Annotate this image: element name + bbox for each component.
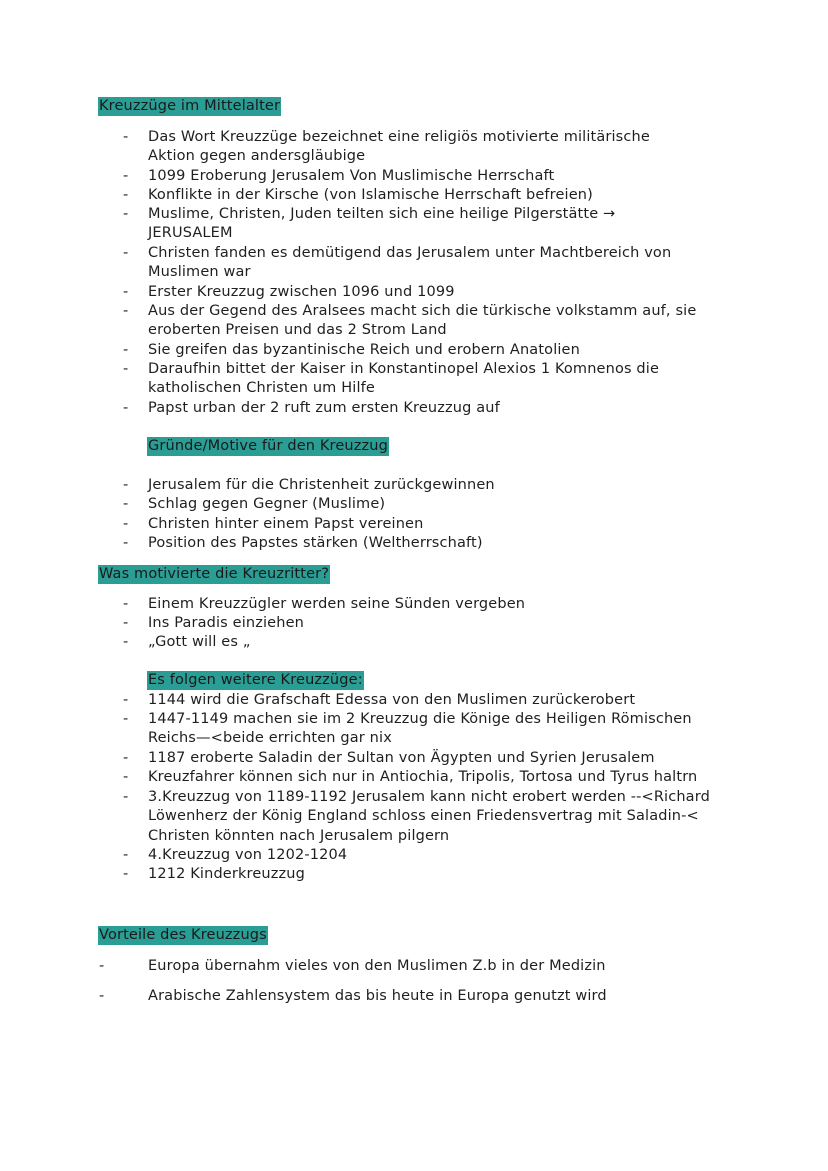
bullet-dash: - [123,284,129,300]
bullet-dash: - [123,400,129,416]
item-line: 4.Kreuzzug von 1202-1204 [148,847,348,863]
item-line: Christen hinter einem Papst vereinen [148,516,424,532]
bullet-dash: - [123,535,129,551]
bullet-dash: - [123,206,129,222]
bullet-dash: - [123,789,129,805]
item-line: Einem Kreuzzügler werden seine Sünden vergeben [148,596,526,612]
item-line: Muslime, Christen, Juden teilten sich eine heilige Pilgerstätte → [148,206,616,222]
bullet-dash: - [123,866,129,882]
item-line: Sie greifen das byzantinische Reich und erobern Anatolien [148,342,580,358]
item-line: 3.Kreuzzug von 1189-1192 Jerusalem kann nicht erobert werden --<Richard [148,789,710,805]
item-line: Aktion gegen andersgläubige [148,148,366,165]
item-line: katholischen Christen um Hilfe [148,380,375,397]
item-line: Arabische Zahlensystem das bis heute in Europa genutzt wird [148,988,607,1004]
bullet-dash: - [123,750,129,766]
bullet-dash: - [123,711,129,727]
item-line: Position des Papstes stärken (Weltherrschaft) [148,535,483,551]
bullet-dash: - [123,596,129,612]
item-line: Erster Kreuzzug zwischen 1096 und 1099 [148,284,455,300]
bullet-dash: - [123,516,129,532]
bullet-dash: - [123,847,129,863]
item-line: Konflikte in der Kirsche (von Islamische Herrschaft befreien) [148,187,593,203]
item-line: eroberten Preisen und das 2 Strom Land [148,322,447,339]
heading-vorteile: Vorteile des Kreuzzugs [99,927,267,943]
bullet-dash: - [123,634,129,650]
item-line: „Gott will es „ [148,634,251,650]
item-line: 1212 Kinderkreuzzug [148,866,305,882]
item-line: 1447-1149 machen sie im 2 Kreuzzug die Könige des Heiligen Römischen [148,711,692,727]
bullet-dash: - [123,496,129,512]
item-line: Papst urban der 2 ruft zum ersten Kreuzzug auf [148,400,500,416]
item-line: Aus der Gegend des Aralsees macht sich die türkische volkstamm auf, sie [148,303,697,319]
item-line: Jerusalem für die Christenheit zurückgewinnen [148,477,495,493]
bullet-dash: - [123,361,129,377]
item-line: Reichs—<beide errichten gar nix [148,730,392,747]
item-line: Europa übernahm vieles von den Muslimen Z.b in der Medizin [148,958,606,974]
bullet-dash: - [99,988,105,1004]
item-line: Muslimen war [148,264,251,281]
item-line: 1187 eroberte Saladin der Sultan von Ägypten und Syrien Jerusalem [148,750,655,766]
item-line: Kreuzfahrer können sich nur in Antiochia, Tripolis, Tortosa und Tyrus haltrn [148,769,698,785]
bullet-dash: - [123,477,129,493]
bullet-dash: - [123,615,129,631]
item-line: Löwenherz der König England schloss einen Friedensvertrag mit Saladin-< [148,808,699,825]
item-line: Ins Paradis einziehen [148,615,305,631]
item-line: 1144 wird die Grafschaft Edessa von den Muslimen zurückerobert [148,692,636,708]
bullet-dash: - [123,342,129,358]
bullet-dash: - [123,303,129,319]
item-line: JERUSALEM [148,225,233,242]
heading-motivation-kreuzritter: Was motivierte die Kreuzritter? [99,566,330,582]
heading-gruende-motive: Gründe/Motive für den Kreuzzug [148,438,388,454]
heading-weitere-kreuzzuege: Es folgen weitere Kreuzzüge: [148,672,363,688]
bullet-dash: - [123,245,129,261]
heading-kreuzzuege-mittelalter: Kreuzzüge im Mittelalter [99,98,281,114]
item-line: Christen könnten nach Jerusalem pilgern [148,827,450,844]
bullet-dash: - [123,129,129,145]
item-line: Daraufhin bittet der Kaiser in Konstantinopel Alexios 1 Komnenos die [148,361,660,377]
item-line: Das Wort Kreuzzüge bezeichnet eine religiös motivierte militärische [148,129,650,145]
bullet-dash: - [123,692,129,708]
item-line: 1099 Eroberung Jerusalem Von Muslimische Herrschaft [148,168,555,184]
bullet-dash: - [123,168,129,184]
bullet-dash: - [99,958,105,974]
bullet-dash: - [123,769,129,785]
item-line: Schlag gegen Gegner (Muslime) [148,496,386,512]
item-line: Christen fanden es demütigend das Jerusalem unter Machtbereich von [148,245,672,261]
bullet-dash: - [123,187,129,203]
